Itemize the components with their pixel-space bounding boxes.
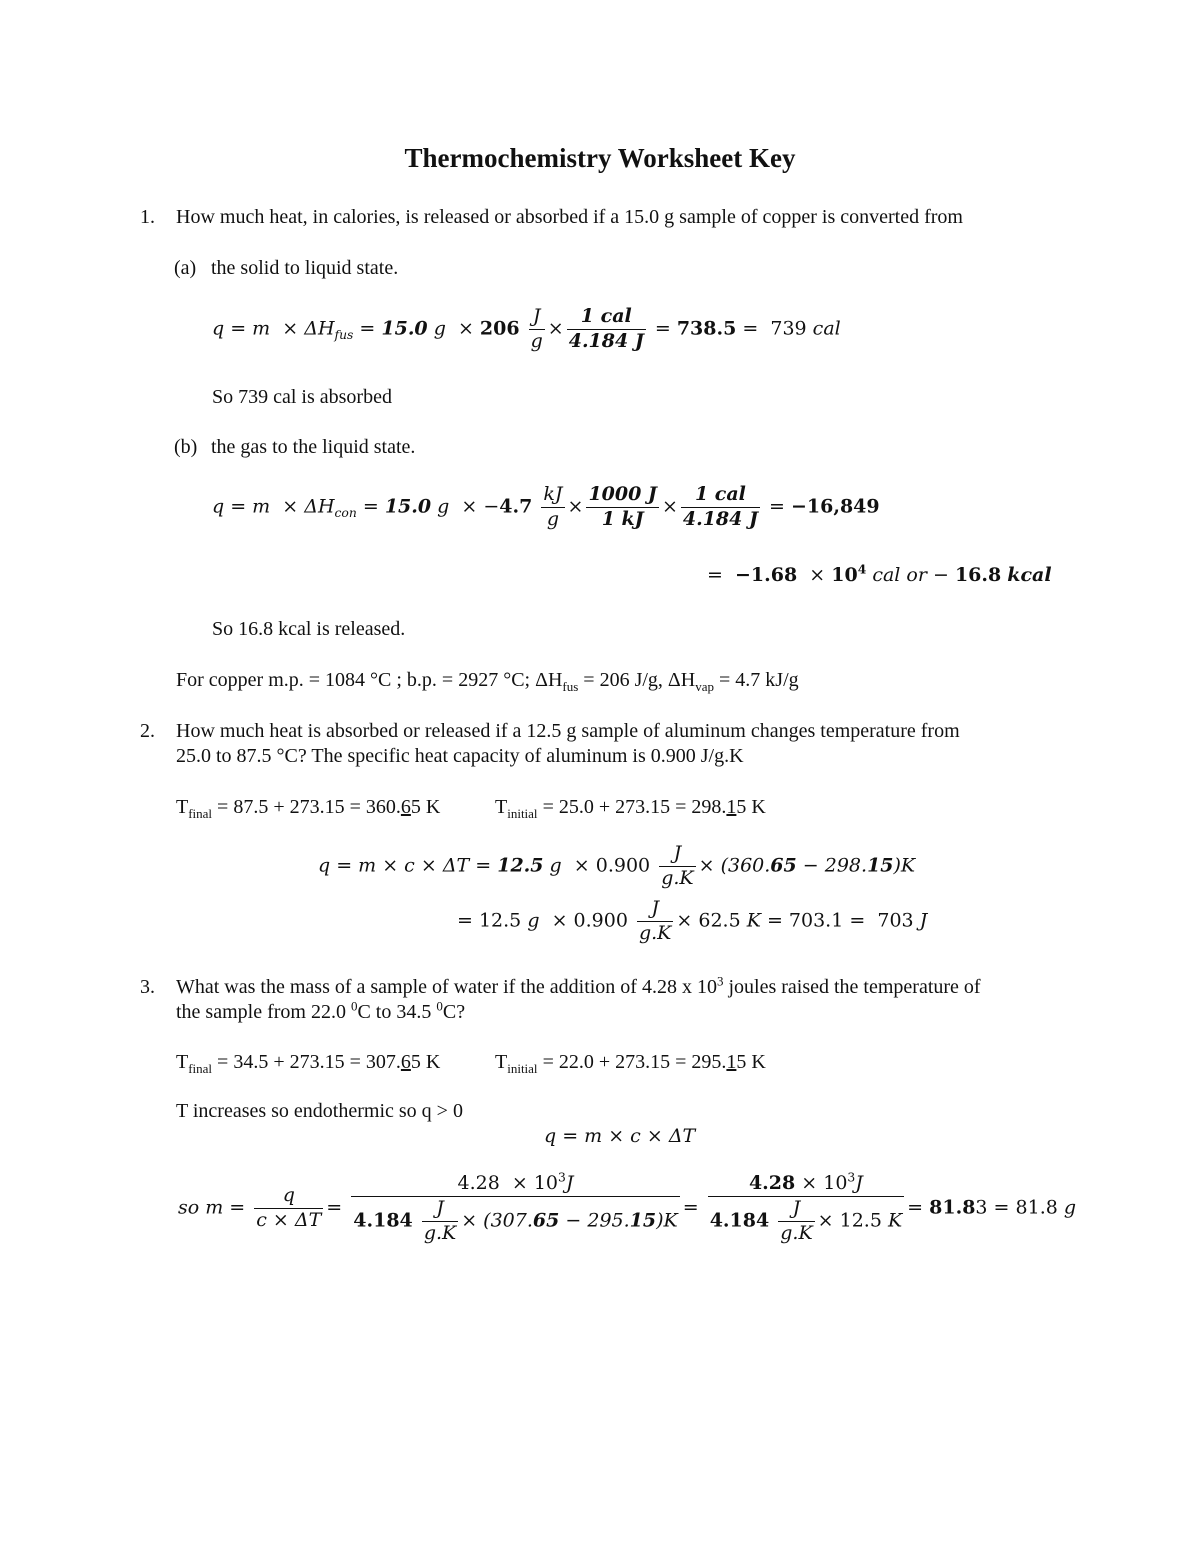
q3-t-final: $T_{final} = 34.5 + 273.15 = 307.65$ K <box>176 1051 441 1076</box>
q2-t-final: $T_{final} = 87.5 + 273.15 = 360.65$ K <box>176 796 441 821</box>
equation-1b-result: = $-1.68 \times 10^4$ cal or − 16.8 kcal <box>707 561 1052 586</box>
question-2-line-2: 25.0 to 87.5 °C? The specific heat capacity of aluminum is 0.900 J/g.K <box>176 745 744 767</box>
question-1b-label: (b) <box>174 436 198 458</box>
equation-2: q = m × c × ΔT = 12.5 g × 0.900 $\frac{J}{g.K}$ × (360.65 − 298.15)K <box>318 842 916 889</box>
question-1-number: 1. <box>140 206 155 228</box>
equation-2-result: = 12.5 g × 0.900 $\frac{J}{g.K}$ × 62.5 K = 703.1 = 703 J <box>457 897 928 944</box>
equation-3-formula: q = m × c × ΔT <box>544 1125 696 1147</box>
equation-1a: $q = m \times \Delta H_{fus} = 15.0$ g × 206 $\frac{J}{g}$ × $\frac{\text{1 cal}}{4.184 J}$ = 738.5 = 739 cal <box>212 305 841 352</box>
equation-1b: $q = m \times \Delta H_{con} = 15.0$ g × −4.7 $\frac{kJ}{g}$ × $\frac{1000 J}{1 kJ}$ × $\frac{\text{1 cal}}{4.184 J}$ = −16,849 <box>212 483 880 530</box>
question-1a-label: (a) <box>174 257 197 279</box>
question-3-line-2: the sample from 22.0 $^0$C to 34.5 $^0$C? <box>176 998 466 1023</box>
question-1b-text: the gas to the liquid state. <box>211 436 416 458</box>
answer-1b: So 16.8 kcal is released. <box>212 618 406 640</box>
question-3-number: 3. <box>140 976 155 998</box>
q3-note: T increases so endothermic so q > 0 <box>176 1100 463 1122</box>
answer-1a: So 739 cal is absorbed <box>212 386 392 408</box>
copper-data: For copper m.p. = 1084 °C ; b.p. = 2927 °C; $\Delta H_{fus} = 206$ J/g, $\Delta H_{vap} = 4.7$ kJ/g <box>176 669 799 694</box>
q3-t-initial: $T_{initial} = 22.0 + 273.15 = 295.15$ K <box>495 1051 766 1076</box>
question-3-line-1: What was the mass of a sample of water if the addition of 4.28 x $10^3$ joules raised the temperature of <box>176 973 981 998</box>
question-2-number: 2. <box>140 720 155 742</box>
question-1-prompt: How much heat, in calories, is released or absorbed if a 15.0 g sample of copper is converted from <box>176 206 963 228</box>
page-title: Thermochemistry Worksheet Key <box>404 143 796 173</box>
question-1a-text: the solid to liquid state. <box>211 257 399 279</box>
equation-3: so m = $\frac{q}{c \times \Delta T}$ = $4.28 \times 10^3J$ 4.184 $\frac{J}{g.K}$ × (307.65 − 295.15)K = $4.28 \times 10^3J$ 4.184 $\frac{J}{g.K}$ × 12.5 K = 81.83 = 81.8 g <box>178 1170 1077 1244</box>
q2-t-initial: $T_{initial} = 25.0 + 273.15 = 298.15$ K <box>495 796 766 821</box>
question-2-line-1: How much heat is absorbed or released if a 12.5 g sample of aluminum changes temperature from <box>176 720 960 742</box>
